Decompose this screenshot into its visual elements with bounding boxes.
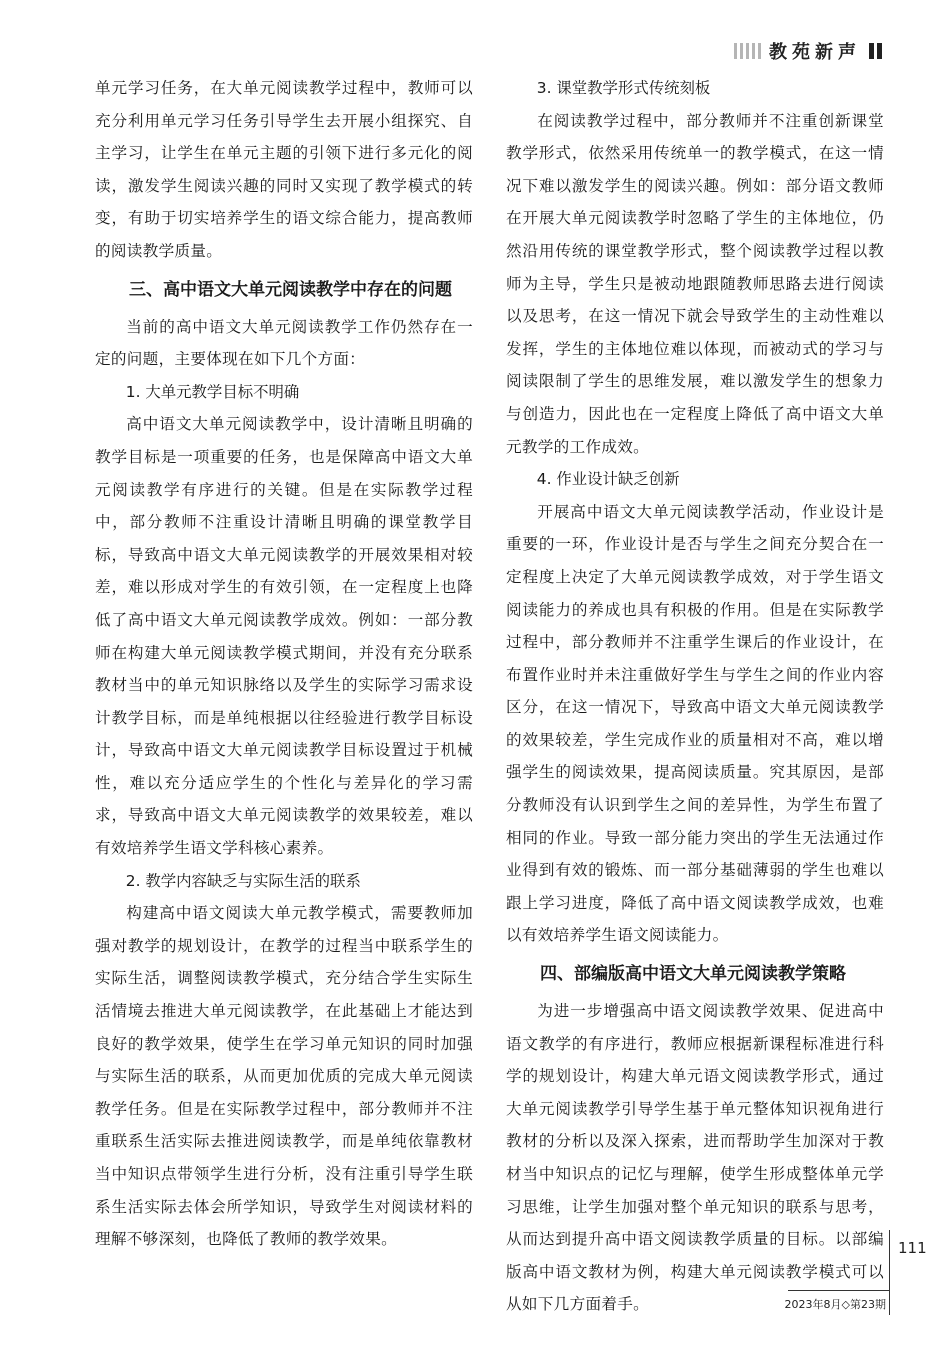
footer-rule-horizontal — [788, 1290, 890, 1291]
paragraph: 构建高中语文阅读大单元教学模式，需要教师加强对教学的规划设计，在教学的过程当中联系学生的实际生活，调整阅读教学模式，充分结合学生实际生活情境去推进大单元阅读教学，在此基础上才能达到良好的教学效果，使学生在学习单元知识的同时加强与实际生活的联系，从而更加优质的完成大单元阅读教学任务。但是在实际教学过程中，部分教师并不注重联系生活实际去推进阅读教学，而是单纯依靠教材当中知识点带领学生进行分析，没有注重引导学生联系生活实际去体会所学知识，导致学生对阅读材料的理解不够深刻，也降低了教师的教学效果。 — [95, 904, 473, 1249]
subheading: 2. 教学内容缺乏与实际生活的联系 — [125, 871, 361, 890]
header-bar — [740, 43, 743, 59]
header-title: 教苑新声 — [769, 42, 861, 63]
right-column — [506, 72, 884, 1321]
footer-rule-vertical — [889, 1230, 890, 1315]
header-bar — [877, 43, 882, 59]
header-bar — [869, 43, 874, 59]
paragraph: 在阅读教学过程中，部分教师并不注重创新课堂教学形式，依然采用传统单一的教学模式，在这一情况下难以激发学生的阅读兴趣。例如：部分语文教师在开展大单元阅读教学时忽略了学生的主体地位，仍然沿用传统的课堂教学形式，整个阅读教学过程以教师为主导，学生只是被动地跟随教师思路去进行阅读以及思考，在这一情况下就会导致学生的主动性难以发挥，学生的主体地位难以体现，而被动式的学习与阅读限制了学生的思维发展，难以激发学生的想象力与创造力，因此也在一定程度上降低了高中语文大单元教学的工作成效。 — [506, 111, 884, 456]
header-decoration-bars-right — [869, 43, 882, 59]
running-header — [734, 38, 882, 64]
paragraph: 当前的高中语文大单元阅读教学工作仍然存在一定的问题，主要体现在如下几个方面： — [95, 317, 473, 369]
paragraph: 单元学习任务，在大单元阅读教学过程中，教师可以充分利用单元学习任务引导学生去开展小组探究、自主学习，让学生在单元主题的引领下进行多元化的阅读，激发学生阅读兴趣的同时又实现了教学模式的转变，有助于切实培养学生的语文综合能力，提高教师的阅读教学质量。 — [95, 79, 473, 260]
paragraph: 为进一步增强高中语文阅读教学效果、促进高中语文教学的有序进行，教师应根据新课程标准进行科学的规划设计，构建大单元语文阅读教学形式，通过大单元阅读教学引导学生基于单元整体知识视角进行教材的分析以及深入探索，进而帮助学生加深对于教材当中知识点的记忆与理解，使学生形成整体单元学习思维，让学生加强对整个单元知识的联系与思考，从而达到提升高中语文阅读教学质量的目标。以部编版高中语文教材为例，构建大单元阅读教学模式可以从如下几方面着手。 — [506, 1002, 884, 1314]
subheading: 4. 作业设计缺乏创新 — [536, 470, 680, 489]
page-number: 111 — [898, 1239, 927, 1257]
left-column — [95, 72, 473, 1256]
subheading: 1. 大单元教学目标不明确 — [125, 382, 300, 401]
section-heading: 三、高中语文大单元阅读教学中存在的问题 — [129, 279, 452, 300]
issue-label: 2023年8月◇第23期 — [784, 1298, 886, 1311]
header-bar — [752, 43, 755, 59]
header-decoration-bars — [734, 43, 761, 59]
header-bar — [758, 43, 761, 59]
section-heading: 四、部编版高中语文大单元阅读教学策略 — [540, 964, 846, 985]
header-bar — [746, 43, 749, 59]
header-bar — [734, 43, 737, 59]
subheading: 3. 课堂教学形式传统刻板 — [536, 79, 711, 97]
paragraph: 高中语文大单元阅读教学中，设计清晰且明确的教学目标是一项重要的任务，也是保障高中语文大单元阅读教学有序进行的关键。但是在实际教学过程中，部分教师不注重设计清晰且明确的课堂教学目标，导致高中语文大单元阅读教学的开展效果相对较差，难以形成对学生的有效引领，在一定程度上也降低了高中语文大单元阅读教学成效。例如：一部分教师在构建大单元阅读教学模式期间，并没有充分联系教材当中的单元知识脉络以及学生的实际学习需求设计教学目标，而是单纯根据以往经验进行教学目标设计，导致高中语文大单元阅读教学目标设置过于机械性，难以充分适应学生的个性化与差异化的学习需求，导致高中语文大单元阅读教学的效果较差，难以有效培养学生语文学科核心素养。 — [95, 415, 473, 858]
paragraph: 开展高中语文大单元阅读教学活动，作业设计是重要的一环，作业设计是否与学生之间充分契合在一定程度上决定了大单元阅读教学成效，对于学生语文阅读能力的养成也具有积极的作用。但是在实际教学过程中，部分教师并不注重学生课后的作业设计，在布置作业时并未注重做好学生与学生之间的作业内容区分，在这一情况下，导致高中语文大单元阅读教学的效果较差，学生完成作业的质量相对不高，难以增强学生的阅读效果，提高阅读质量。究其原因，是部分教师没有认识到学生之间的差异性，为学生布置了相同的作业。导致一部分能力突出的学生无法通过作业得到有效的锻炼、而一部分基础薄弱的学生也难以跟上学习进度，降低了高中语文阅读教学成效，也难以有效培养学生语文阅读能力。 — [506, 502, 884, 945]
